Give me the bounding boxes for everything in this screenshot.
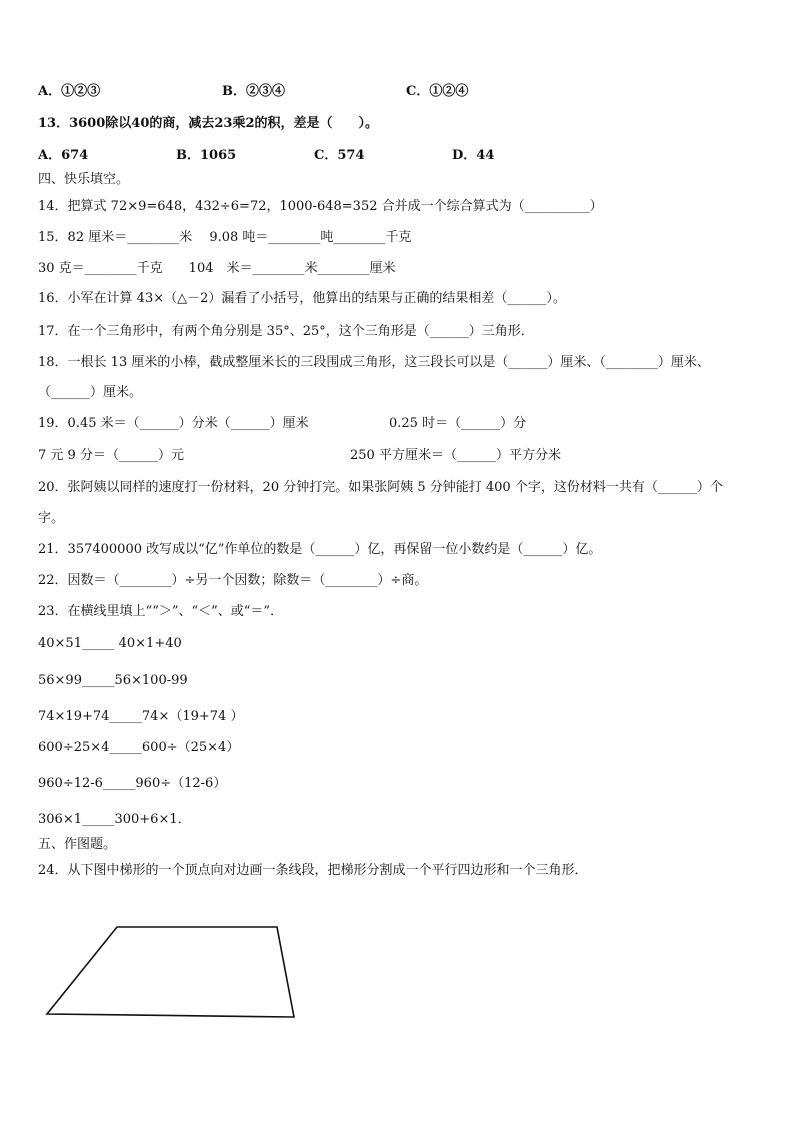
q23-item: 74×19+74_____74×（19+74 ）	[38, 709, 244, 724]
q13-option-a: A．674	[38, 148, 89, 163]
q12-option-a: A．①②③	[38, 84, 101, 99]
q21-text: 21．357400000 改写成以“亿”作单位的数是（______）亿，再保留一位小数约是（______）亿。	[38, 542, 602, 557]
q20-line-1: 20．张阿姨以同样的速度打一份材料，20 分钟打完。如果张阿姨 5 分钟能打 400 个字，这份材料一共有（______）个	[38, 480, 723, 495]
q13-stem: 13．3600除以40的商，减去23乘2的积，差是（ ）。	[38, 116, 378, 131]
q22-text: 22．因数＝（________）÷另一个因数；除数＝（________）÷商。	[38, 573, 428, 588]
section-5-heading: 五、作图题。	[38, 837, 117, 852]
q24-text: 24．从下图中梯形的一个顶点向对边画一条线段，把梯形分割成一个平行四边形和一个三角形．	[38, 863, 588, 878]
q20-line-2: 字。	[38, 511, 65, 526]
q13-option-b: B．1065	[176, 148, 237, 163]
q23-item: 600÷25×4_____600÷（25×4）	[38, 740, 240, 755]
q18-line-2: （______）厘米。	[38, 385, 143, 400]
q23-stem: 23．在横线里填上““＞”、“＜”、或“＝”．	[38, 604, 284, 619]
q23-item: 960÷12-6_____960÷（12-6）	[38, 776, 227, 791]
q15-line-1: 15．82 厘米＝________米 9.08 吨＝________吨________千克	[38, 230, 412, 245]
q17-text: 17．在一个三角形中，有两个角分别是 35°、25°，这个三角形是（______）三角形．	[38, 324, 534, 339]
q23-item: 56×99_____56×100-99	[38, 673, 188, 688]
q13-option-d: D．44	[452, 148, 495, 163]
trapezoid-shape	[47, 927, 294, 1017]
q19-part-2: 0.25 时＝（______）分	[389, 416, 527, 431]
q12-option-c: C．①②④	[406, 84, 469, 99]
q23-item: 40×51_____ 40×1+40	[38, 636, 182, 651]
q13-option-c: C．574	[314, 148, 365, 163]
q12-option-b: B．②③④	[222, 84, 285, 99]
q15-line-2: 30 克＝________千克 104 米＝________米________厘米	[38, 261, 396, 276]
q19-part-4: 250 平方厘米＝（______）平方分米	[350, 448, 561, 463]
q19-part-1: 19．0.45 米＝（______）分米（______）厘米	[38, 416, 309, 431]
section-4-heading: 四、快乐填空。	[38, 172, 130, 187]
q14-text: 14．把算式 72×9=648，432÷6=72，1000-648=352 合并成一个综合算式为（__________）	[38, 199, 603, 214]
q18-line-1: 18．一根长 13 厘米的小棒，截成整厘米长的三段围成三角形，这三段长可以是（______）厘米、（________）厘米、	[38, 355, 710, 370]
q19-part-3: 7 元 9 分＝（______）元	[38, 448, 184, 463]
q23-item: 306×1_____300+6×1．	[38, 812, 191, 827]
q16-text: 16．小军在计算 43×（△－2）漏看了小括号，他算出的结果与正确的结果相差（______）。	[38, 291, 566, 306]
